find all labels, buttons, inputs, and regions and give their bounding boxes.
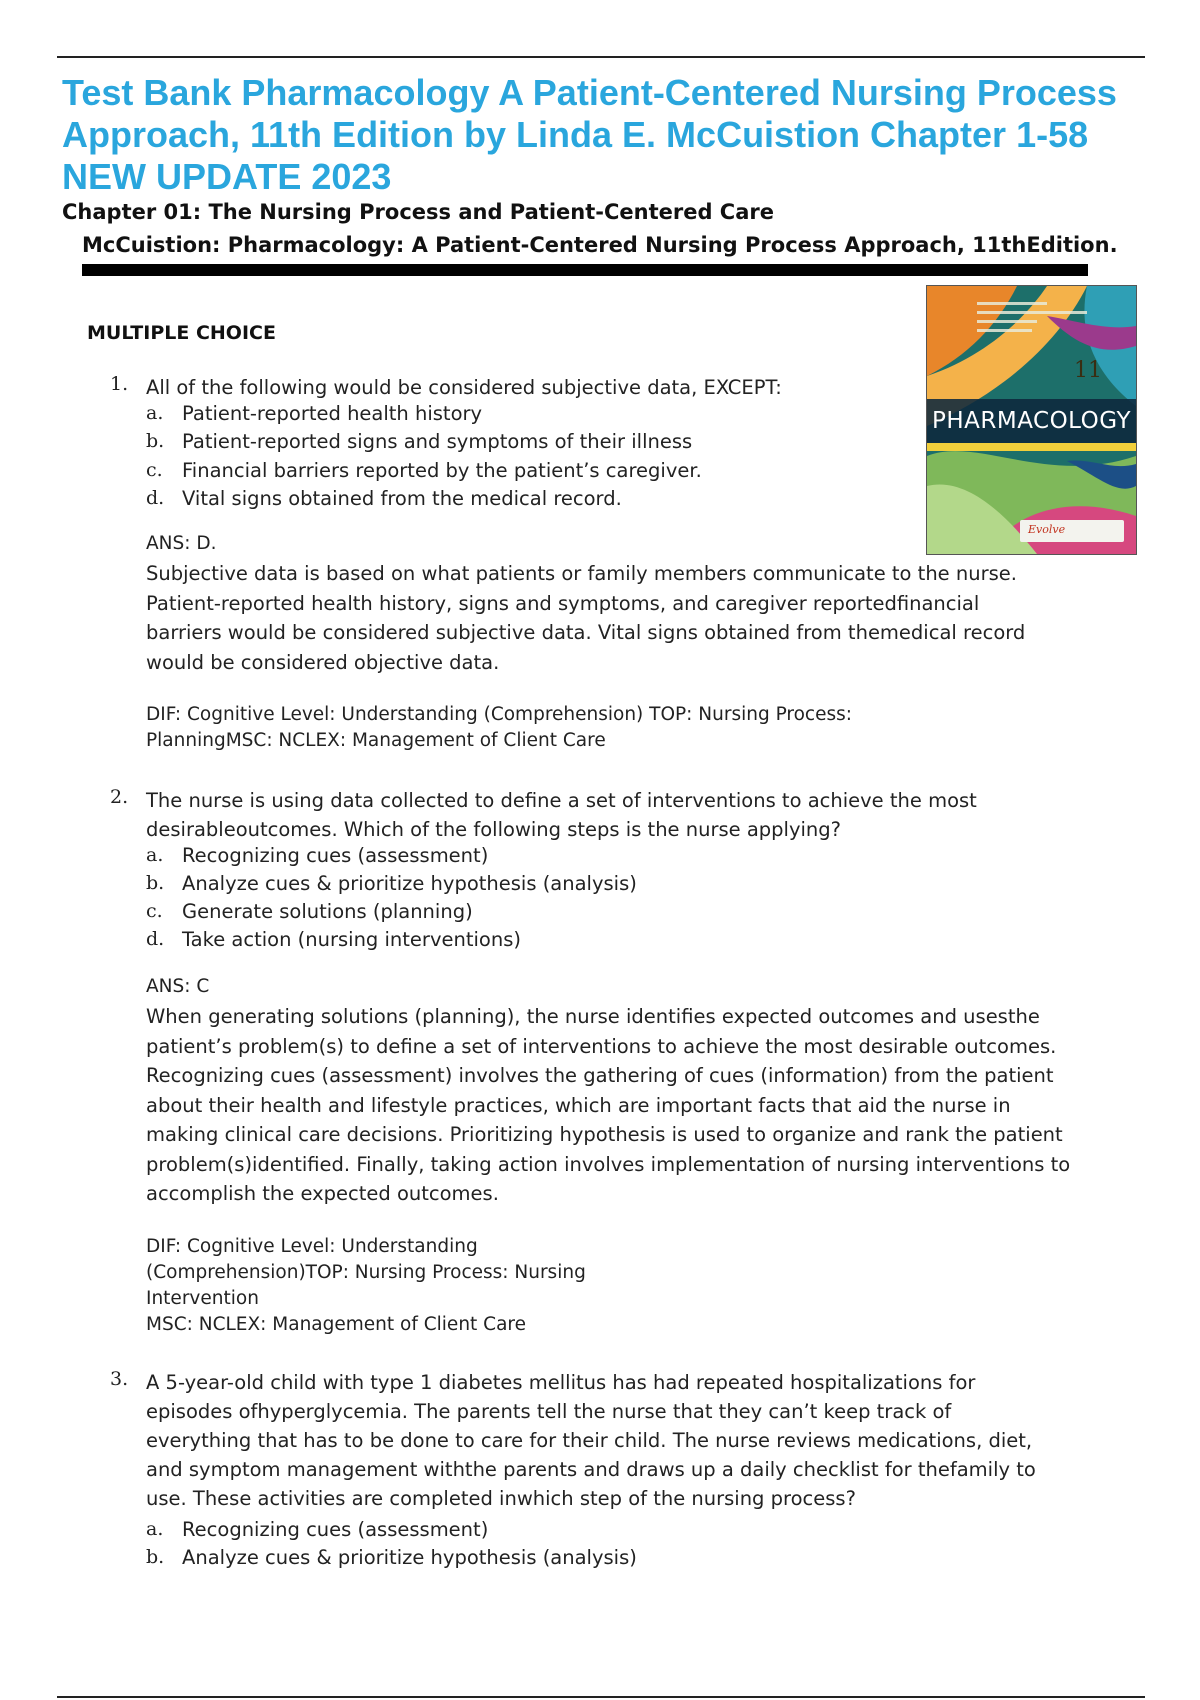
q2-meta-difficulty: DIF: Cognitive Level: Understanding (146, 1236, 478, 1257)
cover-subtitle-banner (927, 443, 1136, 451)
option-text: Analyze cues & prioritize hypothesis (analysis) (182, 872, 637, 895)
option-letter: b. (146, 872, 165, 894)
cover-edition-number: 11 (1074, 358, 1102, 383)
q1-answer: ANS: D. (146, 533, 217, 554)
option-text: Financial barriers reported by the patient’s caregiver. (182, 459, 702, 482)
option-letter: b. (146, 1546, 165, 1568)
question-stem: The nurse is using data collected to define a set of interventions to achieve the most desirableoutcomes. Which of the following steps is the nurse applying? (146, 789, 977, 841)
q1-rationale: Subjective data is based on what patients or family members communicate to the nurse. Patient-reported health history, signs and symptoms, and caregiver reportedfinancial barriers would be considered subjective data. Vital signs obtained from themedical record would be considered objective data. (146, 562, 1026, 674)
option-letter: a. (146, 1518, 164, 1540)
q2-meta-category: MSC: NCLEX: Management of Client Care (146, 1314, 527, 1335)
option-text: Recognizing cues (assessment) (182, 844, 489, 867)
section-heading: MULTIPLE CHOICE (87, 322, 276, 344)
option-letter: b. (146, 430, 165, 452)
chapter-heading: Chapter 01: The Nursing Process and Patient-Centered Care (62, 200, 774, 224)
option-text: Recognizing cues (assessment) (182, 1518, 489, 1541)
book-cover-image (926, 285, 1137, 555)
option-text: Analyze cues & prioritize hypothesis (analysis) (182, 1546, 637, 1569)
cover-title: PHARMACOLOGY (927, 399, 1136, 443)
book-subtitle: McCuistion: Pharmacology: A Patient-Centered Nursing Process Approach, 11thEdition. (82, 233, 1118, 257)
question-stem: A 5-year-old child with type 1 diabetes mellitus has had repeated hospitalizations for episodes ofhyperglycemia. The parents tell the nurse that they can’t keep track of everything that has to be done to care for their child. The nurse reviews medications, diet, and symptom management withthe parents and draws up a daily checklist for thefamily to use. These activities are completed inwhich step of the nursing process? (146, 1371, 1036, 1510)
top-rule (57, 56, 1145, 58)
option-letter: d. (146, 487, 165, 509)
q2-meta-topic: (Comprehension)TOP: Nursing Process: Nursing (146, 1262, 586, 1283)
q1-meta-category: PlanningMSC: NCLEX: Management of Client Care (146, 730, 606, 751)
question-number: 2. (110, 786, 129, 808)
document-title: Test Bank Pharmacology A Patient-Centered Nursing Process Approach, 11th Edition by Linda E. McCuistion Chapter 1-58 NEW UPDATE 2023 (62, 72, 1117, 197)
question-number: 1. (110, 373, 129, 395)
option-text: Generate solutions (planning) (182, 900, 473, 923)
heading-divider (82, 264, 1088, 276)
option-letter: c. (146, 900, 163, 922)
bottom-rule (57, 1696, 1145, 1698)
option-letter: a. (146, 844, 164, 866)
option-text: Vital signs obtained from the medical record. (182, 487, 622, 510)
q2-rationale: When generating solutions (planning), the nurse identifies expected outcomes and usesthe patient’s problem(s) to define a set of interventions to achieve the most desirable outcomes. Recognizing cues (assessment) involves the gathering of cues (information) from the patient about their health and lifestyle practices, which are important facts that aid the nurse in making clinical care decisions. Prioritizing hypothesis is used to organize and rank the patient problem(s)identified. Finally, taking action involves implementation of nursing interventions to accomplish the expected outcomes. (146, 1005, 1071, 1205)
option-text: Patient-reported health history (182, 402, 483, 425)
q1-meta-difficulty: DIF: Cognitive Level: Understanding (Comprehension) TOP: Nursing Process: (146, 704, 852, 725)
q2-answer: ANS: C (146, 976, 210, 997)
option-letter: d. (146, 928, 165, 950)
cover-author-lines (977, 296, 1107, 338)
q2-meta-topic-cont: Intervention (146, 1288, 259, 1309)
cover-publisher-badge: Evolve (1020, 520, 1124, 542)
option-text: Take action (nursing interventions) (182, 928, 521, 951)
option-text: Patient-reported signs and symptoms of their illness (182, 430, 693, 453)
question-stem: All of the following would be considered subjective data, EXCEPT: (146, 376, 782, 399)
question-number: 3. (110, 1368, 129, 1390)
option-letter: a. (146, 402, 164, 424)
option-letter: c. (146, 459, 163, 481)
